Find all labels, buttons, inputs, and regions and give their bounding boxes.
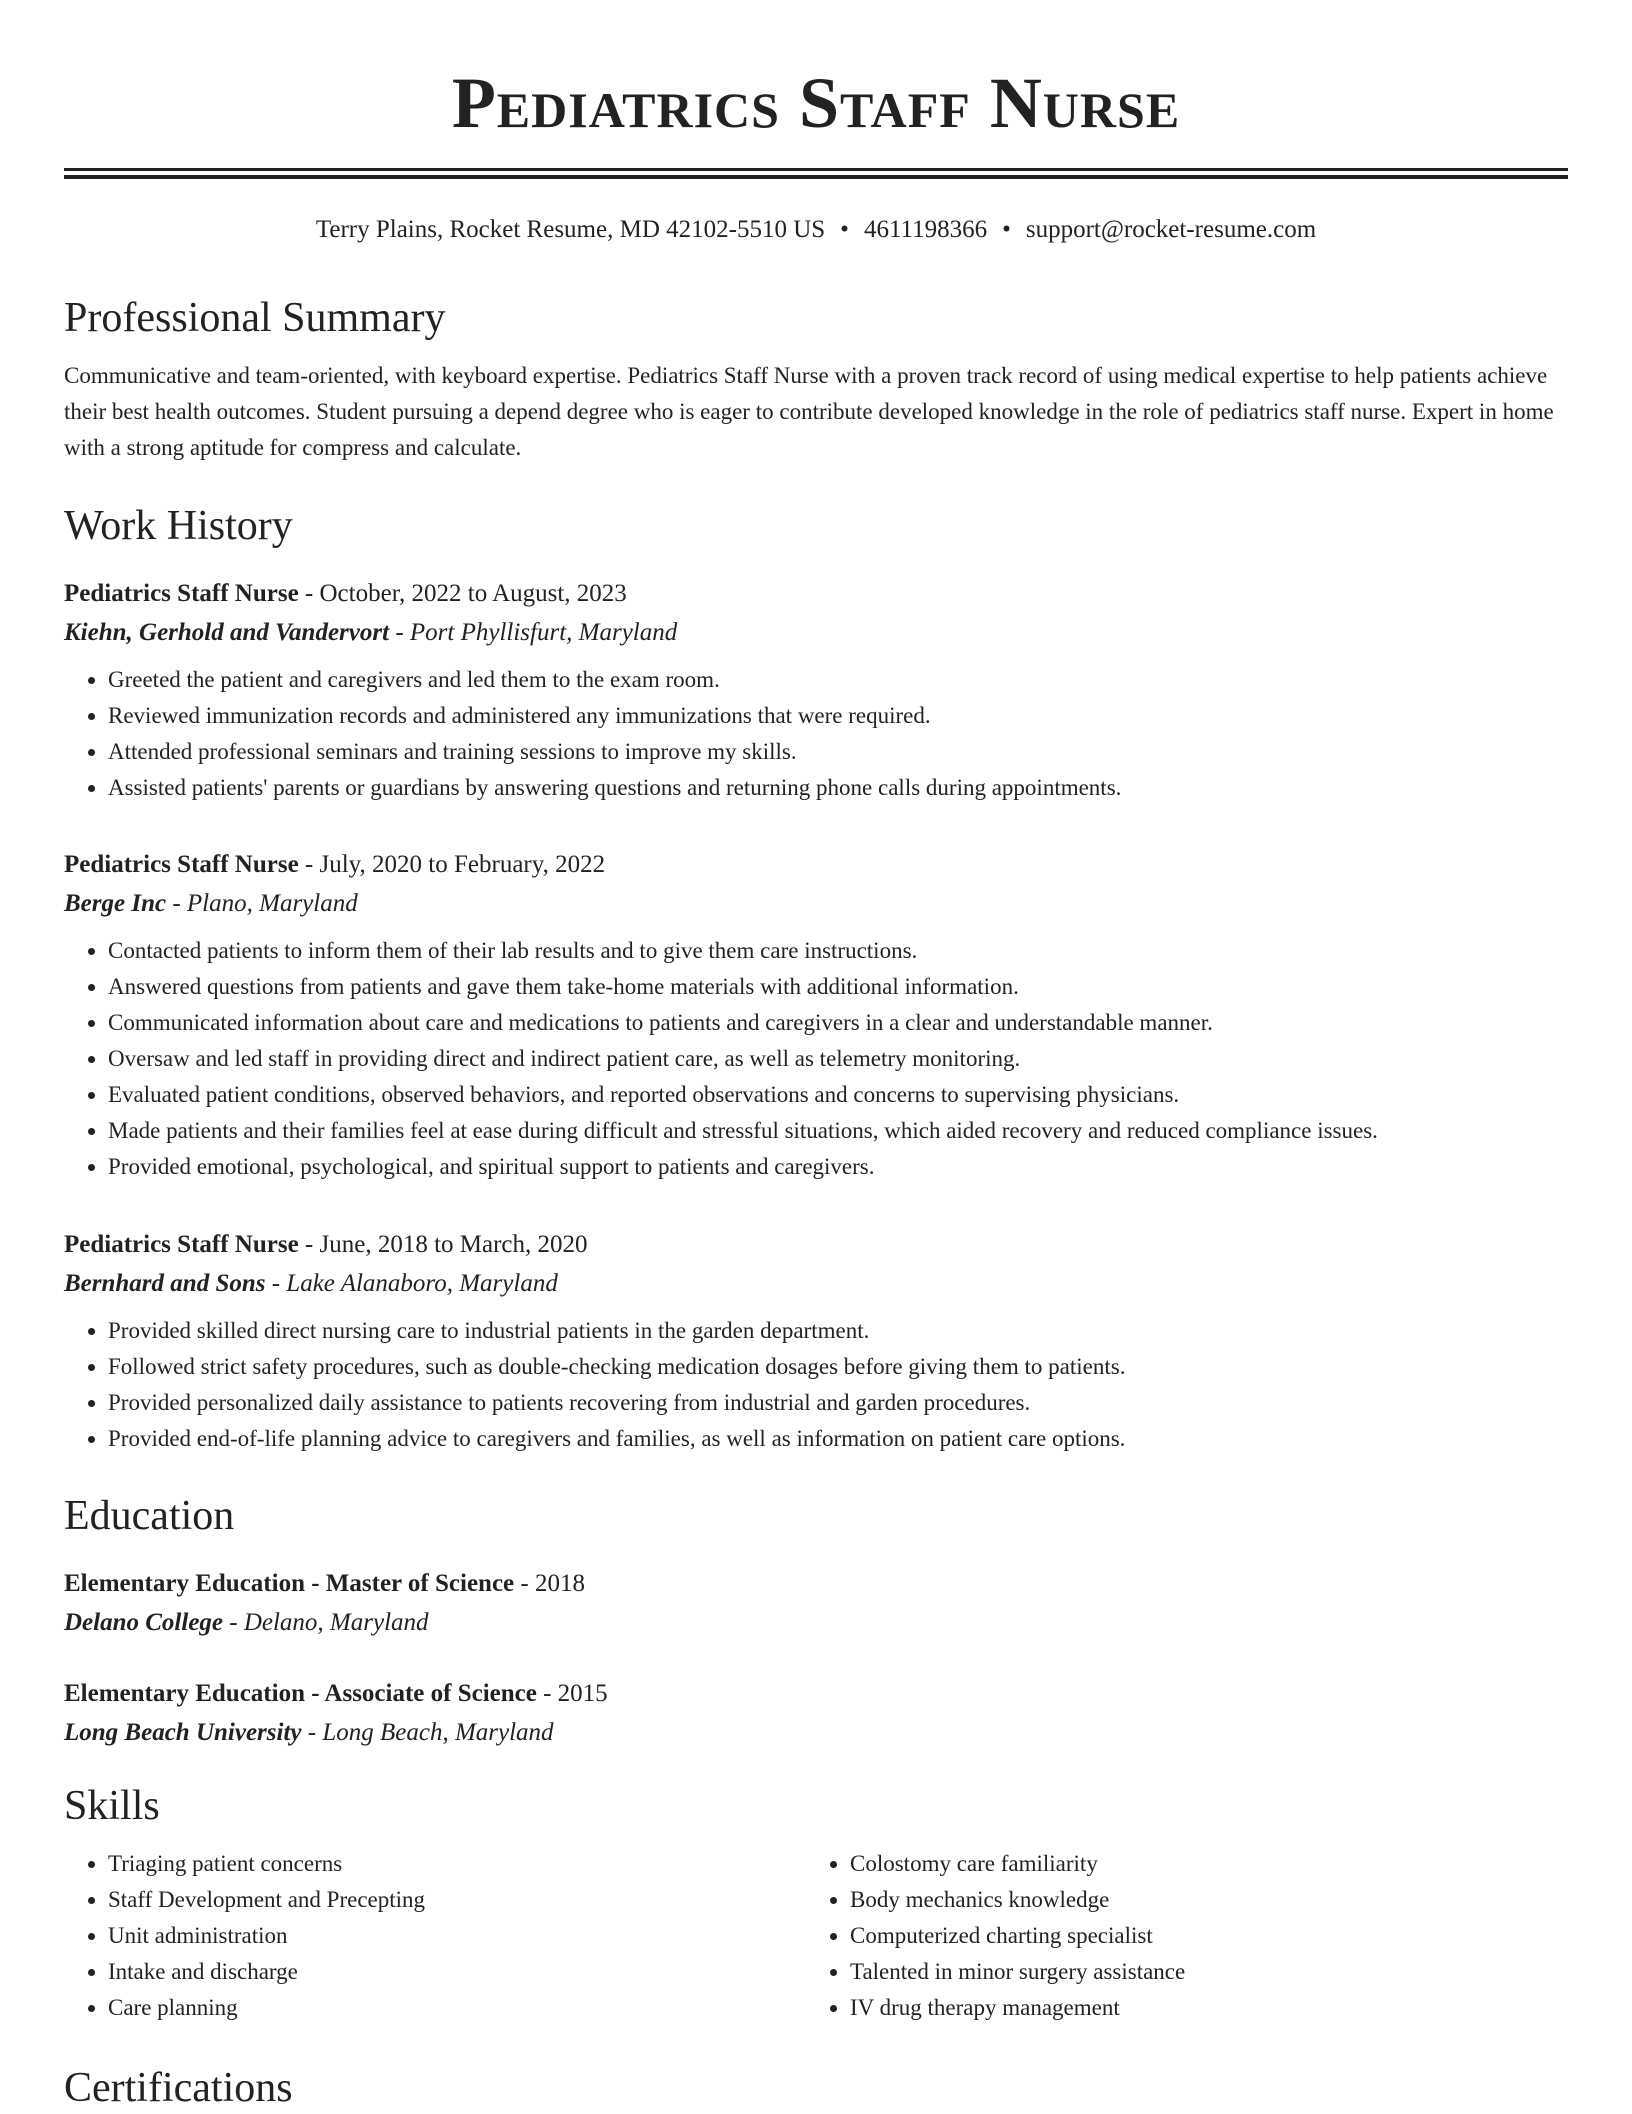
job-employer [64, 1264, 1568, 1303]
job-heading [64, 845, 1568, 884]
job-employer [64, 884, 1568, 923]
list-item: • Evaluated patient conditions, observed behaviors, and reported observations and concerns to supervising physicians. [108, 1077, 1568, 1113]
job-dates: - October, 2022 to August, 2023 [298, 580, 627, 607]
section-heading-work: Work History [64, 503, 293, 549]
section-heading-certifications: Certifications [64, 2065, 293, 2111]
school-location: - Long Beach, Maryland [301, 1719, 554, 1746]
job-dates: - June, 2018 to March, 2020 [298, 1231, 588, 1258]
list-item: • Contacted patients to inform them of their lab results and to give them care instructions. [108, 933, 1568, 969]
contact-separator: • [840, 216, 849, 243]
education-section [64, 1490, 1568, 1542]
contact-address: Terry Plains, Rocket Resume, MD 42102-5510 US [315, 216, 826, 243]
job-entry [64, 1225, 1568, 1457]
header-rule-bottom [64, 175, 1568, 179]
job-employer [64, 613, 1568, 652]
job-title: Pediatrics Staff Nurse [64, 1231, 299, 1258]
education-entry [64, 1564, 1568, 1642]
skills-columns [64, 1846, 1568, 2026]
certifications-section [64, 2062, 1568, 2114]
job-heading [64, 574, 1568, 613]
list-item: • Attended professional seminars and training sessions to improve my skills. [108, 734, 1568, 770]
summary-text: Communicative and team-oriented, with keyboard expertise. Pediatrics Staff Nurse with a proven track record of using medical expertise to help patients achieve their best health outcomes. Student pursuing a depend degree who is eager to contribute developed knowledge in the role of pediatrics staff nurse. Expert in home with a strong aptitude for compress and calculate. [64, 363, 1554, 460]
company-location: - Port Phyllisfurt, Maryland [389, 619, 678, 646]
degree-name: Elementary Education - Associate of Science [64, 1680, 537, 1707]
list-item: • Followed strict safety procedures, such as double-checking medication dosages before giving them to patients. [108, 1349, 1568, 1385]
degree-year: - 2015 [536, 1680, 608, 1707]
list-item: • Answered questions from patients and gave them take-home materials with additional information. [108, 969, 1568, 1005]
list-item: • Communicated information about care and medications to patients and caregivers in a clear and understandable manner. [108, 1005, 1568, 1041]
company-location: - Plano, Maryland [166, 890, 358, 917]
section-heading-skills: Skills [64, 1783, 160, 1829]
contact-phone: 4611198366 [863, 216, 988, 243]
resume-title: Pediatrics Staff Nurse [451, 63, 1181, 143]
resume-header [64, 58, 1568, 168]
school-name: Long Beach University [64, 1719, 302, 1746]
work-section [64, 500, 1568, 552]
list-item: • Greeted the patient and caregivers and led them to the exam room. [108, 662, 1568, 698]
skill-item: • Unit administration [108, 1918, 806, 1954]
job-dates: - July, 2020 to February, 2022 [298, 851, 606, 878]
school-name: Delano College [64, 1609, 224, 1636]
list-item: • Provided skilled direct nursing care to industrial patients in the garden department. [108, 1313, 1568, 1349]
contact-line [64, 214, 1568, 246]
education-heading [64, 1674, 1568, 1713]
skill-item: • Triaging patient concerns [108, 1846, 806, 1882]
section-heading-education: Education [64, 1493, 235, 1539]
company-name: Kiehn, Gerhold and Vandervort [64, 619, 390, 646]
list-item: • Made patients and their families feel at ease during difficult and stressful situations, which aided recovery and reduced compliance issues. [108, 1113, 1568, 1149]
summary-section [64, 292, 1568, 466]
header-rule-top [64, 168, 1568, 171]
list-item: • Oversaw and led staff in providing direct and indirect patient care, as well as telemetry monitoring. [108, 1041, 1568, 1077]
skills-list-left [64, 1846, 806, 2026]
skill-item: • Care planning [108, 1990, 806, 2026]
skill-item: • Colostomy care familiarity [850, 1846, 1548, 1882]
contact-separator: • [1002, 216, 1011, 243]
job-entry [64, 845, 1568, 1185]
skill-item: • Body mechanics knowledge [850, 1882, 1548, 1918]
job-duties [64, 662, 1568, 806]
job-entry [64, 574, 1568, 806]
list-item: • Reviewed immunization records and administered any immunizations that were required. [108, 698, 1568, 734]
skills-section [64, 1780, 1568, 2026]
job-duties [64, 1313, 1568, 1457]
skill-item: • IV drug therapy management [850, 1990, 1548, 2026]
job-title: Pediatrics Staff Nurse [64, 851, 299, 878]
education-entry [64, 1674, 1568, 1752]
list-item: • Provided end-of-life planning advice to caregivers and families, as well as information on patient care options. [108, 1421, 1568, 1457]
job-heading [64, 1225, 1568, 1264]
school-location: - Delano, Maryland [223, 1609, 429, 1636]
degree-name: Elementary Education - Master of Science [64, 1570, 515, 1597]
skill-item: • Talented in minor surgery assistance [850, 1954, 1548, 1990]
list-item: • Provided emotional, psychological, and spiritual support to patients and caregivers. [108, 1149, 1568, 1185]
education-heading [64, 1564, 1568, 1603]
education-school [64, 1713, 1568, 1752]
section-heading-summary: Professional Summary [64, 295, 446, 341]
company-location: - Lake Alanaboro, Maryland [265, 1270, 558, 1297]
skill-item: • Staff Development and Precepting [108, 1882, 806, 1918]
job-title: Pediatrics Staff Nurse [64, 580, 299, 607]
list-item: • Provided personalized daily assistance to patients recovering from industrial and garden procedures. [108, 1385, 1568, 1421]
education-school [64, 1603, 1568, 1642]
company-name: Berge Inc [64, 890, 167, 917]
list-item: • Assisted patients' parents or guardians by answering questions and returning phone calls during appointments. [108, 770, 1568, 806]
company-name: Bernhard and Sons [64, 1270, 266, 1297]
skill-item: • Intake and discharge [108, 1954, 806, 1990]
skill-item: • Computerized charting specialist [850, 1918, 1548, 1954]
job-duties [64, 933, 1568, 1185]
contact-email: support@rocket-resume.com [1025, 216, 1317, 243]
degree-year: - 2018 [514, 1570, 585, 1597]
skills-list-right [806, 1846, 1548, 2026]
